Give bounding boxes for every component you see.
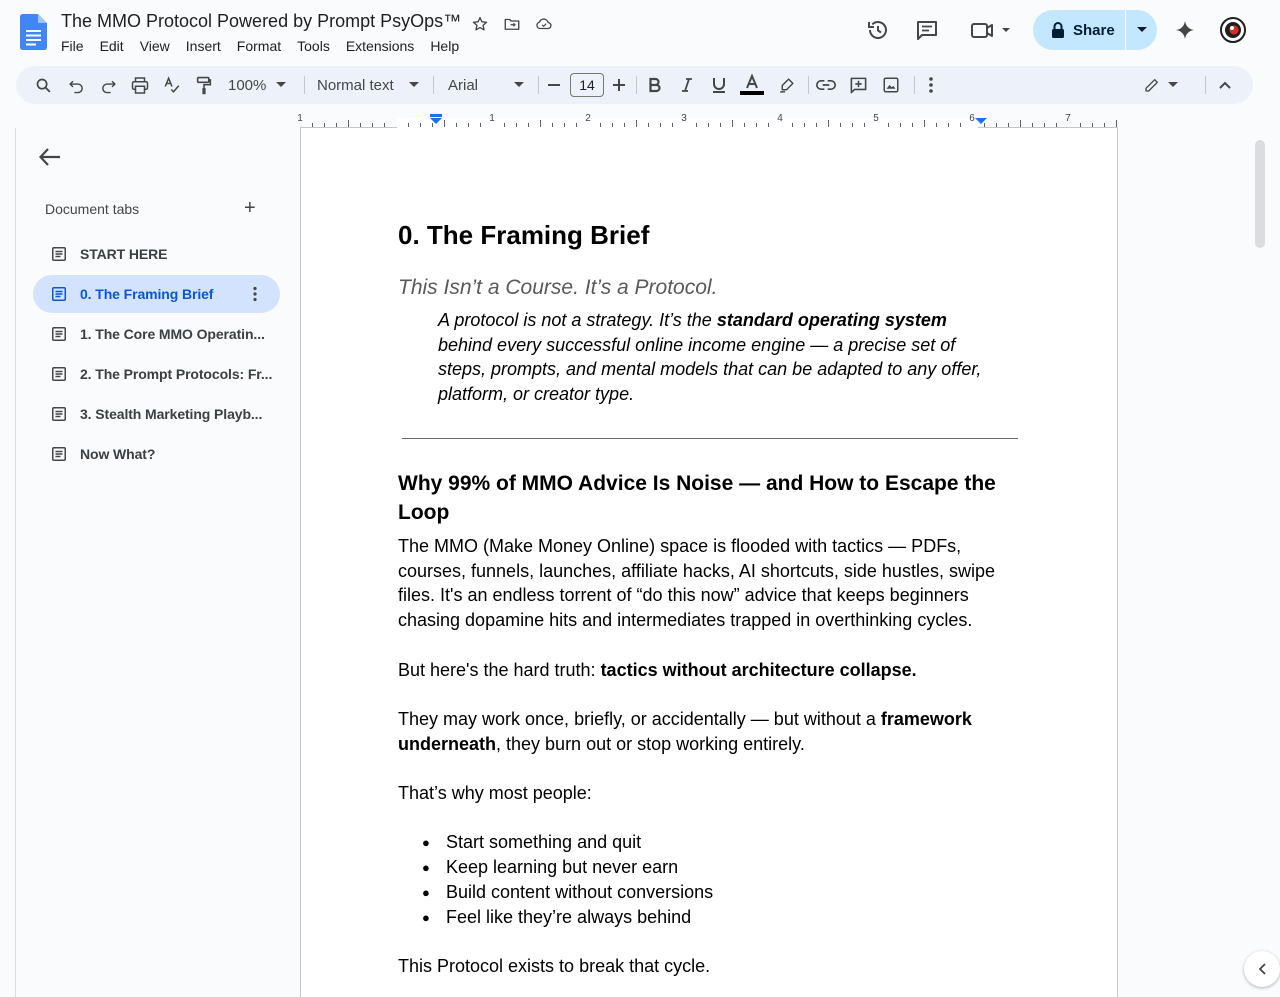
chevron-left-icon <box>1258 963 1266 975</box>
document-tab-icon <box>52 287 66 301</box>
tab-label: 1. The Core MMO Operatin... <box>80 326 265 342</box>
list-item: ● Build content without conversions <box>398 880 1020 905</box>
comments-icon[interactable] <box>915 18 939 42</box>
version-history-icon[interactable] <box>866 18 890 42</box>
tab-stealth-marketing[interactable] <box>33 395 280 433</box>
tab-label: Now What? <box>80 446 156 462</box>
ruler-label: 5 <box>873 113 879 124</box>
document-tab-icon <box>52 367 66 381</box>
paragraph-style-select[interactable] <box>317 75 419 95</box>
tab-framing-brief[interactable] <box>33 275 280 313</box>
list-item: ● Keep learning but never earn <box>398 855 1020 880</box>
back-arrow-icon[interactable] <box>39 148 61 166</box>
zoom-select[interactable] <box>228 75 290 95</box>
increase-font-size-icon[interactable] <box>612 75 626 95</box>
paragraph: That’s why most people: <box>398 783 592 803</box>
bullet-list <box>398 830 1020 930</box>
font-value: Arial <box>448 76 479 94</box>
redo-icon[interactable] <box>98 75 118 95</box>
tab-prompt-protocols[interactable] <box>33 355 280 393</box>
vertical-scrollbar[interactable] <box>1255 140 1265 248</box>
chevron-down-icon <box>514 82 524 88</box>
gemini-sparkle-icon[interactable] <box>1173 18 1197 42</box>
ruler-label: 7 <box>1065 113 1071 124</box>
paragraph: The MMO (Make Money Online) space is flooded with tactics — PDFs, courses, funnels, launches, affiliate hacks, AI shortcuts, side hustles, swipe files. It's an endless torrent of “do this now” advice that keeps beginners chasing dopamine hits and intermediates trapped in overthinking cycles. <box>398 536 995 631</box>
more-vertical-icon[interactable] <box>246 285 264 303</box>
lock-icon <box>1051 22 1065 38</box>
ruler-label: 1 <box>489 113 495 124</box>
list-item: ● Feel like they’re always behind <box>398 905 1020 930</box>
decrease-font-size-icon[interactable] <box>547 75 561 95</box>
chevron-down-icon <box>276 82 286 88</box>
ruler-label: 2 <box>585 113 591 124</box>
section-heading: Why 99% of MMO Advice Is Noise — and How to Escape the Loop <box>398 472 996 524</box>
menu-extensions[interactable]: Extensions <box>345 38 415 54</box>
chevron-down-icon <box>1168 82 1178 88</box>
tab-label: START HERE <box>80 246 168 262</box>
bold-icon[interactable] <box>646 75 664 95</box>
menu-help[interactable]: Help <box>430 38 460 54</box>
meet-icon[interactable] <box>969 18 1013 42</box>
undo-icon[interactable] <box>66 75 86 95</box>
hide-menus-chevron-up-icon[interactable] <box>1216 75 1234 95</box>
protocol-quote: A protocol is not a strategy. It’s the standard operating system behind every successful online income engine — a precise set of steps, prompts, and mental models that can be adapted to any offer, platform, or creator type. <box>438 310 982 405</box>
horizontal-divider <box>402 438 1018 439</box>
paragraph: This Protocol exists to break that cycle. <box>398 956 711 976</box>
more-options-icon[interactable] <box>922 75 940 95</box>
tab-core-mmo[interactable] <box>33 315 280 353</box>
paint-format-icon[interactable] <box>194 75 214 95</box>
ruler-label: 6 <box>969 113 975 124</box>
text-color-icon[interactable] <box>740 73 764 97</box>
move-to-folder-icon[interactable] <box>502 14 522 34</box>
tabs-heading: Document tabs <box>45 201 140 217</box>
tab-label: 0. The Framing Brief <box>80 286 214 302</box>
star-icon[interactable] <box>470 14 490 34</box>
ruler-label: 3 <box>681 113 687 124</box>
share-button[interactable] <box>1033 10 1157 50</box>
print-icon[interactable] <box>130 75 150 95</box>
pencil-icon <box>1144 77 1160 93</box>
editing-mode-select[interactable] <box>1144 75 1178 95</box>
document-tabs-sidebar <box>15 128 301 997</box>
document-tab-icon <box>52 407 66 421</box>
show-side-panel-button[interactable] <box>1244 951 1280 987</box>
font-size-input[interactable]: 14 <box>570 73 604 97</box>
formatting-toolbar <box>16 66 1253 104</box>
document-subtitle: This Isn’t a Course. It’s a Protocol. <box>398 276 718 299</box>
add-tab-button[interactable]: + <box>244 197 256 219</box>
menu-view[interactable]: View <box>139 38 170 54</box>
ruler[interactable] <box>297 110 1118 128</box>
menu-format[interactable]: Format <box>236 38 282 54</box>
menu-file[interactable]: File <box>61 38 84 54</box>
document-title[interactable]: The MMO Protocol Powered by Prompt PsyOps™ <box>61 11 462 31</box>
share-options-chevron-icon[interactable] <box>1126 10 1157 50</box>
highlight-color-icon[interactable] <box>776 75 796 95</box>
document-tab-icon <box>52 327 66 341</box>
insert-link-icon[interactable] <box>815 75 837 95</box>
share-label: Share <box>1073 21 1115 39</box>
style-value: Normal text <box>317 76 394 94</box>
account-avatar[interactable] <box>1220 17 1246 43</box>
menu-tools[interactable]: Tools <box>297 38 330 54</box>
insert-comment-icon[interactable] <box>847 75 869 95</box>
document-heading: 0. The Framing Brief <box>398 220 650 250</box>
underline-icon[interactable] <box>710 75 728 95</box>
cloud-status-icon[interactable] <box>534 14 554 34</box>
document-tab-icon <box>52 447 66 461</box>
ruler-label: 1 <box>297 113 303 124</box>
document-page[interactable] <box>300 128 1118 997</box>
zoom-value: 100% <box>228 76 267 94</box>
chevron-down-icon <box>409 82 419 88</box>
tab-now-what[interactable] <box>33 435 280 473</box>
docs-logo-icon[interactable] <box>20 14 47 50</box>
insert-image-icon[interactable] <box>880 75 902 95</box>
menu-insert[interactable]: Insert <box>185 38 221 54</box>
paragraph: But here's the hard truth: tactics without architecture collapse. <box>398 660 917 680</box>
title-bar <box>0 0 1269 62</box>
tab-label: 2. The Prompt Protocols: Fr... <box>80 366 273 382</box>
italic-icon[interactable] <box>678 75 696 95</box>
spellcheck-icon[interactable] <box>162 75 182 95</box>
font-family-select[interactable] <box>448 75 524 95</box>
list-item: ● Start something and quit <box>398 830 1020 855</box>
menu-edit[interactable]: Edit <box>99 38 124 54</box>
tab-label: 3. Stealth Marketing Playb... <box>80 406 263 422</box>
document-tab-icon <box>52 247 66 261</box>
ruler-label: 4 <box>777 113 783 124</box>
search-menus-icon[interactable] <box>33 75 53 95</box>
tab-start-here[interactable] <box>33 235 280 273</box>
menu-bar <box>61 38 475 54</box>
paragraph: They may work once, briefly, or accidentally — but without a framework underneath, they burn out or stop working entirely. <box>398 709 972 754</box>
